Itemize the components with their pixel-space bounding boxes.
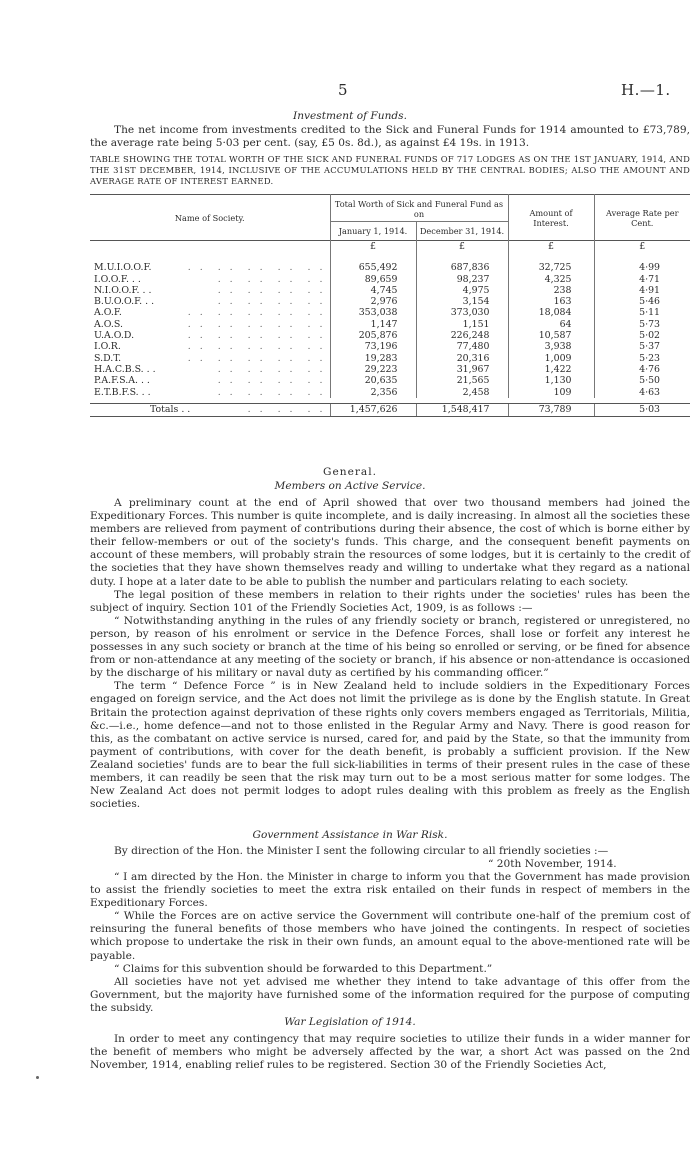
society-name: I.O.R. — [94, 341, 121, 353]
investment-text: The net income from investments credited to the Sick and Funeral Funds for 1914 amounted to £73,789, the average rate being 5·03 per cent. (say, £5 0s. 8d.), as against £4 19s. in 1913. — [90, 124, 690, 150]
society-name: A.O.S. — [94, 318, 123, 330]
jan-value: 1,147 — [330, 319, 416, 330]
table-row — [90, 353, 690, 364]
leader-dots: . . — [247, 404, 266, 416]
war-risk-intro — [90, 845, 690, 858]
table-row — [90, 252, 690, 273]
interest-value: 163 — [508, 296, 594, 307]
general-paragraph-1: A preliminary count at the end of April showed that over two thousand members had joined the Expeditionary Forces. This number is quite incomplete, and is daily increasing. In almost all the societies these members are relieved from payment of contributions during their absence, the cost of which is borne either by their fellow-members or out of the society's funds. This charge, and the consequent benefit payments on account of these members, will probably strain the resources of some lodges, but it is certainly to the credit of the societies that they have shown themselves ready and willing to undertake what they regard as a national duty. I hope at a later date to be able to publish the number and particulars relating to each society. — [90, 497, 690, 588]
rate-value: 4·76 — [594, 364, 690, 375]
leader-dots: . . — [277, 307, 296, 319]
leader-dots: . . — [247, 330, 266, 342]
rate-value: 5·46 — [594, 296, 690, 307]
leader-dots: . . — [217, 375, 236, 387]
rate-value: 5·50 — [594, 375, 690, 386]
leader-dots: . . — [187, 307, 206, 319]
leader-dots: . . — [187, 341, 206, 353]
interest-value: 1,422 — [508, 364, 594, 375]
funds-table-body — [90, 241, 690, 417]
dot-leader — [206, 296, 326, 307]
leader-dots: . . — [307, 273, 326, 285]
header-dec: December 31, 1914. — [416, 222, 508, 241]
war-risk-section — [90, 871, 690, 1015]
interest-value: 1,009 — [508, 353, 594, 364]
totals-label-cell — [90, 404, 330, 416]
currency-blank — [90, 241, 330, 253]
society-name: I.O.O.F. . . — [94, 273, 141, 285]
society-name-cell — [90, 364, 330, 375]
society-name: E.T.B.F.S. . . — [94, 386, 151, 398]
leader-dots: . . — [217, 296, 236, 308]
leader-dots: . . — [187, 262, 206, 274]
leader-dots: . . — [247, 386, 266, 398]
dot-leader — [206, 364, 326, 375]
dec-value: 20,316 — [416, 353, 508, 364]
document-reference: H.—1. — [621, 81, 671, 99]
header-rate: Average Rate per Cent. — [594, 195, 690, 241]
leader-dots: . . — [277, 363, 296, 375]
war-risk-paragraph-2: “ I am directed by the Hon. the Minister in charge to inform you that the Government has made provision to assist the friendly societies to meet the extra risk entailed on their funds in respect of members in the Expeditionary Forces. — [90, 871, 690, 910]
society-name-cell — [90, 296, 330, 307]
currency-jan: £ — [330, 241, 416, 253]
totals-row — [90, 404, 690, 416]
leader-dots: . . — [217, 363, 236, 375]
active-service-heading: Members on Active Service. — [274, 480, 426, 492]
leader-dots: . . — [247, 307, 266, 319]
leader-dots: . . — [277, 386, 296, 398]
interest-value: 4,325 — [508, 274, 594, 285]
society-name-cell — [90, 252, 330, 273]
dec-value: 77,480 — [416, 341, 508, 352]
jan-value: 2,356 — [330, 387, 416, 398]
table-row — [90, 330, 690, 341]
dec-value: 687,836 — [416, 252, 508, 273]
war-legislation-section — [90, 1033, 690, 1072]
dot-leader — [176, 353, 326, 364]
leader-dots: . . — [277, 330, 296, 342]
header-jan: January 1, 1914. — [330, 222, 416, 241]
circular-date: “ 20th November, 1914. — [488, 858, 617, 870]
currency-dec: £ — [416, 241, 508, 253]
interest-value: 238 — [508, 285, 594, 296]
dot-leader — [176, 341, 326, 352]
header-society: Name of Society. — [174, 212, 245, 223]
society-name: H.A.C.B.S. . . — [94, 363, 156, 375]
leader-dots: . . — [247, 318, 266, 330]
leader-dots: . . — [277, 341, 296, 353]
table-row — [90, 285, 690, 296]
dec-value: 21,565 — [416, 375, 508, 386]
jan-value: 655,492 — [330, 252, 416, 273]
leader-dots: . . — [217, 273, 236, 285]
rate-value: 5·37 — [594, 341, 690, 352]
interest-value: 10,587 — [508, 330, 594, 341]
jan-value: 20,635 — [330, 375, 416, 386]
war-risk-heading: Government Assistance in War Risk. — [252, 829, 448, 841]
funds-table — [90, 194, 690, 417]
dec-value: 31,967 — [416, 364, 508, 375]
interest-value: 3,938 — [508, 341, 594, 352]
dot-leader — [176, 319, 326, 330]
war-legislation-heading: War Legislation of 1914. — [284, 1016, 416, 1028]
dec-value: 1,151 — [416, 319, 508, 330]
society-name-cell — [90, 307, 330, 318]
dot-leader — [206, 375, 326, 386]
leader-dots: . . — [307, 307, 326, 319]
society-name: B.U.O.O.F. . . — [94, 296, 155, 308]
table-row — [90, 375, 690, 386]
leader-dots: . . — [247, 262, 266, 274]
dot-leader — [176, 330, 326, 341]
leader-dots: . . — [307, 386, 326, 398]
war-risk-paragraph-1: By direction of the Hon. the Minister I sent the following circular to all friendly societies :— — [114, 845, 609, 857]
leader-dots: . . — [217, 386, 236, 398]
society-name: N.I.O.O.F. . . — [94, 284, 152, 296]
society-name-cell — [90, 341, 330, 352]
jan-value: 205,876 — [330, 330, 416, 341]
society-name-cell — [90, 387, 330, 398]
totals-label: Totals . . — [150, 404, 191, 416]
investment-heading: Investment of Funds. — [293, 110, 407, 122]
currency-row — [90, 241, 690, 253]
leader-dots: . . — [277, 262, 296, 274]
page-number: 5 — [338, 81, 348, 99]
jan-value: 19,283 — [330, 353, 416, 364]
general-paragraph-2: The legal position of these members in relation to their rights under the societies' rules has been the subject of inquiry. Section 101 of the Friendly Societies Act, 1909, is as follows :— — [90, 588, 690, 614]
leader-dots: . . — [277, 318, 296, 330]
leader-dots: . . — [277, 284, 296, 296]
jan-value: 1,457,626 — [330, 404, 416, 416]
society-name-cell — [90, 319, 330, 330]
dec-value: 226,248 — [416, 330, 508, 341]
dot-leader — [176, 307, 326, 318]
leader-dots: . . — [247, 296, 266, 308]
leader-dots: . . — [247, 341, 266, 353]
currency-rate: £ — [594, 241, 690, 253]
rate-value: 5·11 — [594, 307, 690, 318]
dec-value: 4,975 — [416, 285, 508, 296]
table-row — [90, 296, 690, 307]
war-legislation-paragraph-1: In order to meet any contingency that may require societies to utilize their funds in a wider manner for the benefit of members who might be adversely affected by the war, a short Act was passed on the 2nd November, 1914, enabling relief rules to be registered. Section 30 of the Friendly Societies Act, — [90, 1033, 690, 1072]
leader-dots: . . — [217, 262, 236, 274]
leader-dots: . . — [247, 352, 266, 364]
leader-dots: . . — [277, 296, 296, 308]
jan-value: 353,038 — [330, 307, 416, 318]
interest-value: 18,084 — [508, 307, 594, 318]
war-risk-paragraph-3: “ While the Forces are on active service the Government will contribute one-half of the premium cost of reinsuring the funeral benefits of those members who have joined the contingents. In respect of societies which propose to undertake the risk in their own funds, an amount equal to the above-mentioned rate will be payable. — [90, 910, 690, 962]
leader-dots: . . — [307, 363, 326, 375]
leader-dots: . . — [307, 341, 326, 353]
leader-dots: . . — [187, 330, 206, 342]
header-interest: Amount of Interest. — [508, 195, 594, 241]
leader-dots: . . — [277, 273, 296, 285]
dec-value: 373,030 — [416, 307, 508, 318]
interest-value: 73,789 — [508, 404, 594, 416]
society-name-cell — [90, 353, 330, 364]
interest-value: 1,130 — [508, 375, 594, 386]
leader-dots: . . — [217, 352, 236, 364]
dot-leader — [206, 285, 326, 296]
jan-value: 4,745 — [330, 285, 416, 296]
rate-value: 5·23 — [594, 353, 690, 364]
rate-value: 4·63 — [594, 387, 690, 398]
rate-value: 4·99 — [594, 252, 690, 273]
leader-dots: . . — [247, 273, 266, 285]
society-name: S.D.T. — [94, 352, 122, 364]
dot-leader — [206, 274, 326, 285]
table-caption-text: TABLE SHOWING THE TOTAL WORTH OF THE SICK AND FUNERAL FUNDS OF 717 LODGES AS ON THE 1ST JANUARY, 1914, AND THE 31ST DECEMBER, 1914, INCLUSIVE OF THE ACCUMULATIONS HELD BY THE CENTRAL BODIES; ALSO THE AMOUNT AND AVERAGE RATE OF INTEREST EARNED. — [90, 154, 690, 186]
society-name-cell — [90, 285, 330, 296]
leader-dots: . . — [307, 404, 326, 416]
leader-dots: . . — [217, 307, 236, 319]
leader-dots: . . — [247, 284, 266, 296]
interest-value: 109 — [508, 387, 594, 398]
jan-value: 89,659 — [330, 274, 416, 285]
war-risk-paragraph-4: “ Claims for this subvention should be forwarded to this Department.” — [114, 962, 493, 975]
dot-leader — [176, 262, 326, 273]
general-paragraph-4: The term “ Defence Force ” is in New Zealand held to include soldiers in the Expeditionary Forces engaged on foreign service, and the Act does not limit the privilege as is done by the English statute. In Great Britain the protection against deprivation of these rights only covers members engaged as Territorials, Militia, &c.—i.e., home defence—and not to those enlisted in the Regular Army and Navy. There is good reason for this, as the combatant on active service is nursed, cared for, and paid by the State, so that the immunity from payment of contributions, with cover for the death benefit, is probably a sufficient provision. If the New Zealand societies' funds are to bear the full sick-liabilities in terms of their present rules in the case of these members, it can readily be seen that the risk may turn out to be a most serious matter for some lodges. The New Zealand Act does not permit lodges to adopt rules dealing with this problem as freely as the English societies. — [90, 680, 690, 811]
table-row — [90, 274, 690, 285]
leader-dots: . . — [307, 296, 326, 308]
rate-value: 5·03 — [594, 404, 690, 416]
leader-dots: . . — [307, 375, 326, 387]
dot-leader — [236, 404, 326, 415]
investment-paragraph — [90, 124, 690, 150]
society-name-cell — [90, 274, 330, 285]
leader-dots: . . — [277, 404, 296, 416]
table-row — [90, 387, 690, 398]
leader-dots: . . — [307, 318, 326, 330]
table-row — [90, 341, 690, 352]
rate-value: 4·91 — [594, 285, 690, 296]
leader-dots: . . — [307, 284, 326, 296]
table-row — [90, 364, 690, 375]
dot-leader — [206, 387, 326, 398]
leader-dots: . . — [187, 318, 206, 330]
currency-interest: £ — [508, 241, 594, 253]
dec-value: 1,548,417 — [416, 404, 508, 416]
leader-dots: . . — [307, 352, 326, 364]
leader-dots: . . — [247, 375, 266, 387]
leader-dots: . . — [247, 363, 266, 375]
leader-dots: . . — [307, 330, 326, 342]
rate-value: 4·71 — [594, 274, 690, 285]
dec-value: 98,237 — [416, 274, 508, 285]
dec-value: 3,154 — [416, 296, 508, 307]
society-name: M.U.I.O.O.F. — [94, 262, 152, 274]
rate-value: 5·73 — [594, 319, 690, 330]
dec-value: 2,458 — [416, 387, 508, 398]
society-name: P.A.F.S.A. . . — [94, 375, 150, 387]
war-risk-paragraph-5: All societies have not yet advised me whether they intend to take advantage of this offer from the Government, but the majority have furnished some of the information required for the purpose of computing the subsidy. — [90, 975, 690, 1014]
general-section — [90, 497, 690, 811]
jan-value: 2,976 — [330, 296, 416, 307]
society-name: U.A.O.D. — [94, 330, 135, 342]
society-name-cell — [90, 375, 330, 386]
jan-value: 29,223 — [330, 364, 416, 375]
society-name-cell — [90, 330, 330, 341]
leader-dots: . . — [277, 375, 296, 387]
interest-value: 64 — [508, 319, 594, 330]
rate-value: 5·02 — [594, 330, 690, 341]
general-heading: General. — [323, 466, 377, 478]
leader-dots: . . — [307, 262, 326, 274]
page-mark — [36, 1076, 39, 1079]
leader-dots: . . — [217, 318, 236, 330]
leader-dots: . . — [217, 341, 236, 353]
jan-value: 73,196 — [330, 341, 416, 352]
table-caption — [90, 154, 690, 186]
general-paragraph-3: “ Notwithstanding anything in the rules of any friendly society or branch, registered or unregistered, no person, by reason of his enrolment or service in the Defence Forces, shall lose or forfeit any interest he possesses in any such society or branch at the time of his being so enrolled or serving, or be fined for absence from or non-attendance at any meeting of the society or branch, if his absence or non-attendance is occasioned by the discharge of his military or naval duty as certified by his commanding officer.” — [90, 614, 690, 680]
leader-dots: . . — [277, 352, 296, 364]
leader-dots: . . — [217, 330, 236, 342]
table-row — [90, 319, 690, 330]
leader-dots: . . — [187, 352, 206, 364]
society-name: A.O.F. — [94, 307, 122, 319]
table-row — [90, 307, 690, 318]
interest-value: 32,725 — [508, 252, 594, 273]
leader-dots: . . — [217, 284, 236, 296]
header-total-worth: Total Worth of Sick and Funeral Fund as on — [330, 195, 508, 222]
